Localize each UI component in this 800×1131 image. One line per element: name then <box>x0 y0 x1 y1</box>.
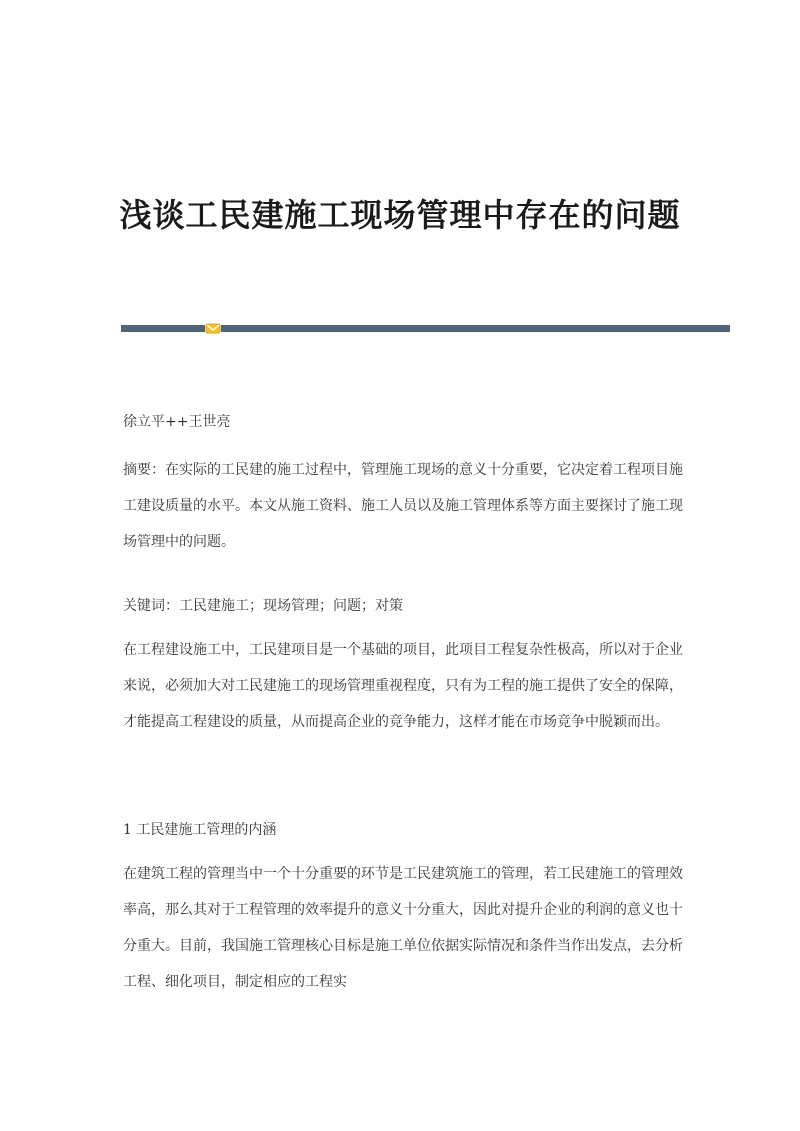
document-title: 浅谈工民建施工现场管理中存在的问题 <box>119 196 681 234</box>
abstract-paragraph: 摘要：在实际的工民建的施工过程中，管理施工现场的意义十分重要，它决定着工程项目施工建设质量的水平。本文从施工资料、施工人员以及施工管理体系等方面主要探讨了施工现场管理中的问题。 <box>123 462 683 550</box>
title-divider-right <box>221 325 730 332</box>
author-line: 徐立平++王世亮 <box>123 414 231 430</box>
body-paragraph-intro: 在工程建设施工中，工民建项目是一个基础的项目，此项目工程复杂性极高，所以对于企业来说，必须加大对工民建施工的现场管理重视程度，只有为工程的施工提供了安全的保障，才能提高工程建设的质量，从而提高企业的竞争能力，这样才能在市场竞争中脱颖而出。 <box>123 642 683 730</box>
envelope-icon <box>205 322 221 335</box>
title-divider-left <box>121 325 205 332</box>
body-paragraph-section1: 在建筑工程的管理当中一个十分重要的环节是工民建筑施工的管理，若工民建施工的管理效率高，那么其对于工程管理的效率提升的意义十分重大，因此对提升企业的利润的意义也十分重大。目前，我国施工管理核心目标是施工单位依据实际情况和条件当作出发点，去分析工程、细化项目，制定相应的工程实 <box>123 866 683 990</box>
section-heading: 1 工民建施工管理的内涵 <box>123 822 277 838</box>
keywords-line: 关键词：工民建施工；现场管理；问题；对策 <box>123 598 403 614</box>
